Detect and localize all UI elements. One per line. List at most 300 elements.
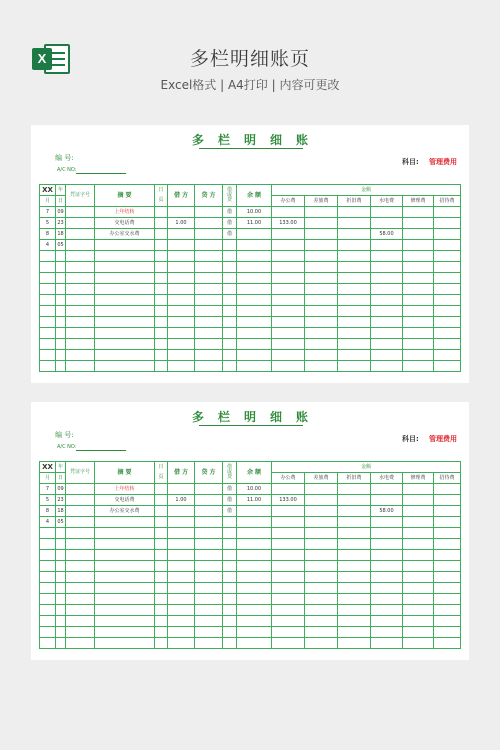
cell-month[interactable]: 7 — [40, 207, 56, 218]
cell-empty[interactable] — [272, 550, 305, 561]
cell-empty[interactable] — [66, 284, 95, 295]
cell-category[interactable]: 133.00 — [272, 495, 305, 506]
cell-summary[interactable]: 上年结转 — [95, 207, 155, 218]
cell-empty[interactable] — [56, 572, 66, 583]
cell-empty[interactable] — [56, 295, 66, 306]
cell-empty[interactable] — [155, 616, 168, 627]
cell-dc[interactable]: 借 — [223, 506, 237, 517]
cell-summary[interactable]: 交电话费 — [95, 218, 155, 229]
cell-summary[interactable]: 上年结转 — [95, 484, 155, 495]
cell-empty[interactable] — [371, 284, 403, 295]
cell-empty[interactable] — [237, 605, 272, 616]
cell-empty[interactable] — [95, 273, 155, 284]
cell-empty[interactable] — [66, 550, 95, 561]
cell-empty[interactable] — [195, 295, 223, 306]
cell-empty[interactable] — [338, 605, 371, 616]
cell-empty[interactable] — [155, 361, 168, 372]
cell-empty[interactable] — [195, 627, 223, 638]
cell-empty[interactable] — [195, 583, 223, 594]
cell-empty[interactable] — [56, 583, 66, 594]
cell-empty[interactable] — [403, 627, 434, 638]
cell-day[interactable]: 09 — [56, 484, 66, 495]
cell-empty[interactable] — [403, 328, 434, 339]
cell-empty[interactable] — [223, 605, 237, 616]
cell-empty[interactable] — [195, 561, 223, 572]
cell-empty[interactable] — [223, 561, 237, 572]
cell-empty[interactable] — [305, 361, 338, 372]
cell-empty[interactable] — [56, 627, 66, 638]
cell-empty[interactable] — [371, 306, 403, 317]
cell-voucher[interactable] — [66, 218, 95, 229]
cell-day[interactable]: 18 — [56, 506, 66, 517]
cell-empty[interactable] — [403, 361, 434, 372]
cell-empty[interactable] — [434, 317, 461, 328]
cell-category[interactable] — [338, 495, 371, 506]
cell-empty[interactable] — [272, 328, 305, 339]
cell-category[interactable] — [434, 207, 461, 218]
cell-empty[interactable] — [40, 594, 56, 605]
cell-category[interactable] — [272, 506, 305, 517]
cell-empty[interactable] — [338, 638, 371, 649]
cell-empty[interactable] — [155, 550, 168, 561]
cell-empty[interactable] — [237, 306, 272, 317]
cell-empty[interactable] — [56, 616, 66, 627]
cell-page[interactable] — [155, 229, 168, 240]
cell-empty[interactable] — [66, 638, 95, 649]
cell-category[interactable] — [305, 506, 338, 517]
cell-category[interactable] — [338, 240, 371, 251]
cell-dc[interactable] — [223, 517, 237, 528]
cell-day[interactable]: 23 — [56, 495, 66, 506]
cell-month[interactable]: 5 — [40, 495, 56, 506]
cell-empty[interactable] — [195, 273, 223, 284]
number-field-line[interactable] — [76, 450, 126, 451]
cell-empty[interactable] — [56, 328, 66, 339]
cell-empty[interactable] — [371, 616, 403, 627]
cell-empty[interactable] — [305, 605, 338, 616]
cell-empty[interactable] — [272, 350, 305, 361]
cell-category[interactable] — [371, 218, 403, 229]
cell-empty[interactable] — [237, 561, 272, 572]
cell-page[interactable] — [155, 495, 168, 506]
cell-balance[interactable] — [237, 240, 272, 251]
cell-credit[interactable] — [195, 218, 223, 229]
cell-empty[interactable] — [195, 306, 223, 317]
cell-empty[interactable] — [66, 339, 95, 350]
cell-empty[interactable] — [272, 594, 305, 605]
cell-empty[interactable] — [95, 550, 155, 561]
cell-category[interactable] — [403, 218, 434, 229]
cell-empty[interactable] — [434, 616, 461, 627]
cell-empty[interactable] — [237, 262, 272, 273]
cell-empty[interactable] — [195, 594, 223, 605]
cell-category[interactable] — [338, 517, 371, 528]
cell-empty[interactable] — [95, 361, 155, 372]
cell-empty[interactable] — [272, 528, 305, 539]
cell-empty[interactable] — [223, 638, 237, 649]
cell-summary[interactable]: 交电话费 — [95, 495, 155, 506]
cell-category[interactable] — [371, 484, 403, 495]
cell-empty[interactable] — [40, 328, 56, 339]
cell-empty[interactable] — [403, 594, 434, 605]
cell-empty[interactable] — [338, 594, 371, 605]
cell-category[interactable] — [403, 517, 434, 528]
cell-empty[interactable] — [66, 273, 95, 284]
cell-empty[interactable] — [223, 572, 237, 583]
cell-empty[interactable] — [168, 328, 195, 339]
cell-empty[interactable] — [66, 328, 95, 339]
cell-empty[interactable] — [305, 572, 338, 583]
cell-empty[interactable] — [223, 616, 237, 627]
cell-empty[interactable] — [40, 306, 56, 317]
cell-voucher[interactable] — [66, 229, 95, 240]
cell-empty[interactable] — [338, 262, 371, 273]
cell-empty[interactable] — [95, 528, 155, 539]
cell-empty[interactable] — [237, 251, 272, 262]
cell-empty[interactable] — [40, 251, 56, 262]
cell-category[interactable] — [403, 229, 434, 240]
cell-empty[interactable] — [272, 361, 305, 372]
cell-empty[interactable] — [168, 550, 195, 561]
cell-empty[interactable] — [40, 339, 56, 350]
cell-empty[interactable] — [272, 561, 305, 572]
cell-debit[interactable] — [168, 240, 195, 251]
cell-empty[interactable] — [40, 361, 56, 372]
cell-empty[interactable] — [95, 572, 155, 583]
cell-empty[interactable] — [305, 627, 338, 638]
cell-empty[interactable] — [434, 572, 461, 583]
cell-empty[interactable] — [168, 317, 195, 328]
cell-empty[interactable] — [338, 616, 371, 627]
cell-empty[interactable] — [168, 572, 195, 583]
cell-empty[interactable] — [305, 561, 338, 572]
cell-empty[interactable] — [403, 638, 434, 649]
cell-empty[interactable] — [371, 561, 403, 572]
cell-category[interactable] — [403, 495, 434, 506]
cell-empty[interactable] — [95, 638, 155, 649]
cell-page[interactable] — [155, 484, 168, 495]
cell-empty[interactable] — [56, 306, 66, 317]
cell-category[interactable] — [272, 517, 305, 528]
cell-empty[interactable] — [95, 339, 155, 350]
cell-credit[interactable] — [195, 517, 223, 528]
cell-category[interactable] — [371, 207, 403, 218]
cell-category[interactable] — [403, 240, 434, 251]
cell-voucher[interactable] — [66, 240, 95, 251]
cell-empty[interactable] — [66, 583, 95, 594]
cell-empty[interactable] — [66, 262, 95, 273]
cell-dc[interactable]: 借 — [223, 484, 237, 495]
cell-empty[interactable] — [371, 539, 403, 550]
cell-empty[interactable] — [56, 262, 66, 273]
cell-empty[interactable] — [56, 550, 66, 561]
cell-empty[interactable] — [66, 594, 95, 605]
cell-empty[interactable] — [195, 350, 223, 361]
cell-empty[interactable] — [223, 550, 237, 561]
cell-empty[interactable] — [371, 583, 403, 594]
cell-empty[interactable] — [40, 284, 56, 295]
cell-summary[interactable]: 办公室交水费 — [95, 229, 155, 240]
cell-empty[interactable] — [434, 561, 461, 572]
cell-empty[interactable] — [305, 273, 338, 284]
cell-voucher[interactable] — [66, 517, 95, 528]
cell-empty[interactable] — [155, 273, 168, 284]
cell-empty[interactable] — [237, 572, 272, 583]
cell-empty[interactable] — [155, 627, 168, 638]
cell-page[interactable] — [155, 240, 168, 251]
cell-empty[interactable] — [95, 627, 155, 638]
cell-empty[interactable] — [272, 295, 305, 306]
cell-empty[interactable] — [403, 616, 434, 627]
cell-empty[interactable] — [237, 317, 272, 328]
cell-voucher[interactable] — [66, 506, 95, 517]
cell-dc[interactable]: 借 — [223, 207, 237, 218]
cell-empty[interactable] — [95, 561, 155, 572]
cell-empty[interactable] — [155, 638, 168, 649]
cell-empty[interactable] — [168, 361, 195, 372]
cell-empty[interactable] — [371, 262, 403, 273]
cell-empty[interactable] — [66, 306, 95, 317]
cell-empty[interactable] — [305, 251, 338, 262]
number-field-line[interactable] — [76, 173, 126, 174]
cell-month[interactable]: 4 — [40, 517, 56, 528]
cell-empty[interactable] — [434, 306, 461, 317]
cell-empty[interactable] — [272, 572, 305, 583]
cell-empty[interactable] — [195, 616, 223, 627]
cell-empty[interactable] — [155, 339, 168, 350]
cell-debit[interactable] — [168, 484, 195, 495]
cell-empty[interactable] — [305, 295, 338, 306]
cell-empty[interactable] — [66, 295, 95, 306]
cell-empty[interactable] — [434, 550, 461, 561]
cell-category[interactable] — [305, 495, 338, 506]
cell-empty[interactable] — [56, 284, 66, 295]
cell-empty[interactable] — [371, 350, 403, 361]
cell-empty[interactable] — [434, 339, 461, 350]
cell-empty[interactable] — [95, 539, 155, 550]
cell-empty[interactable] — [223, 317, 237, 328]
cell-page[interactable] — [155, 218, 168, 229]
cell-category[interactable] — [371, 495, 403, 506]
cell-empty[interactable] — [95, 594, 155, 605]
cell-empty[interactable] — [95, 262, 155, 273]
cell-debit[interactable] — [168, 517, 195, 528]
cell-empty[interactable] — [155, 262, 168, 273]
cell-voucher[interactable] — [66, 484, 95, 495]
cell-empty[interactable] — [223, 328, 237, 339]
cell-empty[interactable] — [155, 561, 168, 572]
cell-empty[interactable] — [237, 350, 272, 361]
cell-empty[interactable] — [403, 605, 434, 616]
cell-empty[interactable] — [272, 251, 305, 262]
cell-empty[interactable] — [223, 284, 237, 295]
cell-empty[interactable] — [223, 306, 237, 317]
cell-empty[interactable] — [168, 284, 195, 295]
cell-empty[interactable] — [223, 627, 237, 638]
cell-empty[interactable] — [272, 539, 305, 550]
cell-balance[interactable] — [237, 517, 272, 528]
cell-empty[interactable] — [403, 295, 434, 306]
cell-empty[interactable] — [223, 539, 237, 550]
cell-category[interactable] — [434, 517, 461, 528]
cell-empty[interactable] — [237, 339, 272, 350]
cell-empty[interactable] — [195, 339, 223, 350]
cell-empty[interactable] — [66, 539, 95, 550]
cell-empty[interactable] — [168, 605, 195, 616]
cell-empty[interactable] — [195, 361, 223, 372]
cell-category[interactable] — [403, 484, 434, 495]
cell-empty[interactable] — [434, 605, 461, 616]
cell-empty[interactable] — [95, 251, 155, 262]
cell-empty[interactable] — [56, 361, 66, 372]
cell-empty[interactable] — [272, 605, 305, 616]
cell-category[interactable]: 133.00 — [272, 218, 305, 229]
cell-page[interactable] — [155, 517, 168, 528]
cell-empty[interactable] — [403, 550, 434, 561]
cell-empty[interactable] — [272, 273, 305, 284]
cell-empty[interactable] — [155, 605, 168, 616]
cell-empty[interactable] — [305, 583, 338, 594]
cell-empty[interactable] — [338, 350, 371, 361]
cell-category[interactable] — [272, 229, 305, 240]
cell-empty[interactable] — [195, 539, 223, 550]
cell-empty[interactable] — [434, 638, 461, 649]
cell-debit[interactable]: 1.00 — [168, 218, 195, 229]
cell-empty[interactable] — [305, 284, 338, 295]
cell-empty[interactable] — [305, 350, 338, 361]
cell-empty[interactable] — [338, 561, 371, 572]
cell-empty[interactable] — [195, 528, 223, 539]
cell-category[interactable] — [338, 506, 371, 517]
cell-category[interactable] — [434, 240, 461, 251]
cell-empty[interactable] — [40, 638, 56, 649]
cell-category[interactable] — [338, 229, 371, 240]
cell-empty[interactable] — [95, 616, 155, 627]
cell-empty[interactable] — [338, 627, 371, 638]
cell-empty[interactable] — [195, 251, 223, 262]
cell-empty[interactable] — [195, 317, 223, 328]
cell-category[interactable] — [371, 240, 403, 251]
cell-empty[interactable] — [155, 306, 168, 317]
cell-empty[interactable] — [371, 605, 403, 616]
cell-empty[interactable] — [95, 306, 155, 317]
cell-category[interactable] — [338, 207, 371, 218]
cell-empty[interactable] — [338, 251, 371, 262]
cell-page[interactable] — [155, 207, 168, 218]
cell-category[interactable] — [434, 229, 461, 240]
cell-month[interactable]: 8 — [40, 506, 56, 517]
cell-summary[interactable] — [95, 240, 155, 251]
cell-empty[interactable] — [40, 350, 56, 361]
cell-empty[interactable] — [237, 528, 272, 539]
cell-empty[interactable] — [403, 561, 434, 572]
cell-month[interactable]: 4 — [40, 240, 56, 251]
cell-category[interactable] — [434, 495, 461, 506]
cell-empty[interactable] — [66, 605, 95, 616]
cell-category[interactable] — [305, 484, 338, 495]
cell-empty[interactable] — [168, 306, 195, 317]
cell-summary[interactable]: 办公室交水费 — [95, 506, 155, 517]
cell-category[interactable] — [434, 506, 461, 517]
cell-empty[interactable] — [434, 350, 461, 361]
cell-empty[interactable] — [155, 317, 168, 328]
cell-balance[interactable] — [237, 506, 272, 517]
cell-empty[interactable] — [95, 284, 155, 295]
cell-empty[interactable] — [403, 539, 434, 550]
cell-empty[interactable] — [338, 328, 371, 339]
cell-empty[interactable] — [237, 583, 272, 594]
cell-empty[interactable] — [272, 616, 305, 627]
cell-empty[interactable] — [237, 273, 272, 284]
cell-empty[interactable] — [223, 528, 237, 539]
cell-empty[interactable] — [305, 550, 338, 561]
cell-empty[interactable] — [272, 339, 305, 350]
cell-credit[interactable] — [195, 495, 223, 506]
cell-empty[interactable] — [66, 561, 95, 572]
cell-credit[interactable] — [195, 506, 223, 517]
cell-voucher[interactable] — [66, 207, 95, 218]
cell-empty[interactable] — [66, 361, 95, 372]
cell-credit[interactable] — [195, 229, 223, 240]
cell-empty[interactable] — [338, 284, 371, 295]
cell-empty[interactable] — [168, 251, 195, 262]
cell-empty[interactable] — [305, 616, 338, 627]
cell-empty[interactable] — [403, 528, 434, 539]
cell-empty[interactable] — [305, 594, 338, 605]
cell-day[interactable]: 05 — [56, 240, 66, 251]
cell-day[interactable]: 09 — [56, 207, 66, 218]
cell-empty[interactable] — [403, 262, 434, 273]
cell-empty[interactable] — [95, 295, 155, 306]
cell-empty[interactable] — [272, 262, 305, 273]
cell-month[interactable]: 8 — [40, 229, 56, 240]
cell-dc[interactable]: 借 — [223, 495, 237, 506]
cell-empty[interactable] — [40, 262, 56, 273]
cell-empty[interactable] — [40, 572, 56, 583]
cell-day[interactable]: 05 — [56, 517, 66, 528]
cell-empty[interactable] — [338, 583, 371, 594]
cell-empty[interactable] — [305, 539, 338, 550]
cell-empty[interactable] — [434, 627, 461, 638]
cell-empty[interactable] — [403, 306, 434, 317]
cell-empty[interactable] — [237, 284, 272, 295]
cell-debit[interactable] — [168, 229, 195, 240]
cell-empty[interactable] — [56, 605, 66, 616]
cell-empty[interactable] — [371, 528, 403, 539]
cell-empty[interactable] — [237, 361, 272, 372]
cell-empty[interactable] — [305, 328, 338, 339]
cell-empty[interactable] — [434, 262, 461, 273]
cell-empty[interactable] — [434, 273, 461, 284]
cell-empty[interactable] — [403, 572, 434, 583]
cell-empty[interactable] — [66, 627, 95, 638]
cell-empty[interactable] — [338, 550, 371, 561]
cell-dc[interactable]: 借 — [223, 229, 237, 240]
cell-balance[interactable]: 11.00 — [237, 218, 272, 229]
cell-empty[interactable] — [168, 627, 195, 638]
cell-empty[interactable] — [272, 627, 305, 638]
cell-empty[interactable] — [56, 561, 66, 572]
cell-empty[interactable] — [168, 273, 195, 284]
cell-category[interactable] — [338, 218, 371, 229]
cell-empty[interactable] — [371, 339, 403, 350]
cell-empty[interactable] — [40, 539, 56, 550]
cell-dc[interactable] — [223, 240, 237, 251]
cell-empty[interactable] — [371, 638, 403, 649]
cell-category[interactable] — [403, 207, 434, 218]
cell-empty[interactable] — [237, 627, 272, 638]
cell-empty[interactable] — [168, 350, 195, 361]
